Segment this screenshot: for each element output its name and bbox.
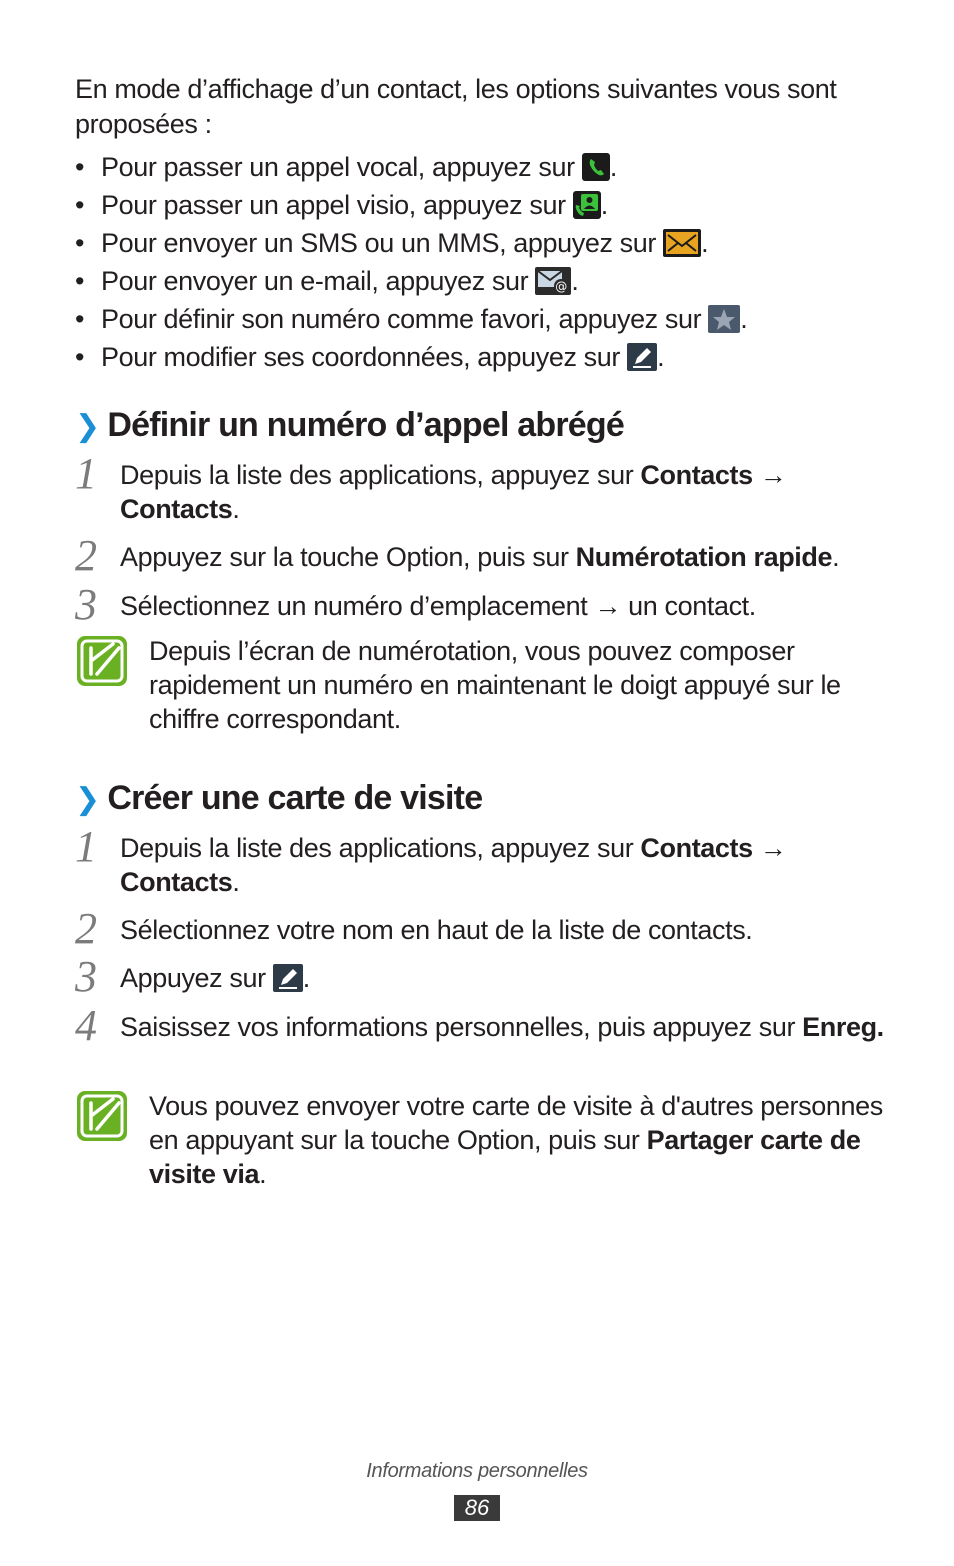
step-item [75, 1001, 895, 1050]
note-text-bold: Partager carte de visite via [149, 1125, 861, 1189]
step-text-bold: Contacts [640, 460, 753, 490]
section-title: Créer une carte de visite [107, 779, 483, 817]
note-text [149, 1089, 895, 1191]
message-icon [663, 229, 701, 257]
step-text-plain: Saisissez vos informations personnelles, puis appuyez sur [120, 1012, 803, 1042]
step-item [75, 952, 895, 1001]
step-text-plain: Depuis la liste des applications, appuyez sur [120, 460, 641, 490]
footer-section-title: Informations personnelles [366, 1460, 588, 1482]
intro-text: En mode d’affichage d’un contact, les options suivantes vous sont proposées : [75, 74, 837, 139]
step-number: 3 [75, 580, 97, 629]
step-number: 1 [75, 449, 97, 498]
note-text: Depuis l’écran de numérotation, vous pouvez composer rapidement un numéro en maintenant le doigt appuyé sur le chiffre correspondant. [149, 636, 841, 734]
bullet-text: Pour modifier ses coordonnées, appuyez sur [101, 342, 620, 372]
svg-text:@: @ [555, 279, 568, 294]
list-item [75, 148, 915, 186]
video-call-icon [573, 191, 601, 219]
period: . [571, 266, 579, 296]
bullet-text: Pour passer un appel vocal, appuyez sur [101, 152, 575, 182]
bullet: • [75, 152, 85, 182]
step-text-bold: Numérotation rapide [575, 542, 833, 572]
bullet-text: Pour envoyer un SMS ou un MMS, appuyez sur [101, 228, 656, 258]
note-box [75, 634, 895, 736]
step-text-plain: Depuis la liste des applications, appuyez sur [120, 833, 641, 863]
step-arrow: → [752, 833, 787, 863]
step-text: Sélectionnez un numéro d’emplacement → un contact. [120, 591, 756, 621]
step-text [120, 540, 895, 574]
edit-icon [273, 964, 303, 992]
section-title: Définir un numéro d’appel abrégé [107, 406, 624, 444]
step-arrow: → [752, 460, 787, 490]
period: . [740, 304, 748, 334]
section-heading-business-card [75, 778, 482, 820]
section-heading-speed-dial [75, 405, 624, 447]
chevron-right-icon: ❯ [75, 783, 100, 816]
note-text-plain: Vous pouvez envoyer votre carte de visite à d'autres personnes en appuyant sur la touche Option, puis sur [149, 1091, 883, 1155]
contact-options-list [75, 148, 915, 376]
period: . [600, 190, 608, 220]
period: . [609, 152, 617, 182]
period: . [701, 228, 709, 258]
note-icon [75, 634, 129, 688]
step-item [75, 449, 895, 526]
step-text [120, 831, 895, 899]
step-period: . [832, 542, 840, 572]
step-text-bold: Enreg. [802, 1012, 884, 1042]
chevron-right-icon: ❯ [75, 410, 100, 443]
step-number: 2 [75, 531, 97, 580]
list-item [75, 338, 915, 376]
step-text [120, 1010, 895, 1044]
step-text [120, 961, 895, 995]
step-number: 3 [75, 952, 97, 1001]
period: . [657, 342, 665, 372]
bullet: • [75, 342, 85, 372]
list-item [75, 186, 915, 224]
step-text-plain: Appuyez sur la touche Option, puis sur [120, 542, 576, 572]
step-text-bold: Contacts [120, 867, 233, 897]
page-number: 86 [454, 1495, 500, 1521]
star-icon [708, 305, 740, 333]
note-box [75, 1089, 895, 1191]
step-number: 1 [75, 822, 97, 871]
step-item [75, 822, 895, 899]
step-period: . [232, 867, 240, 897]
note-icon [75, 1089, 129, 1143]
edit-icon [627, 343, 657, 371]
step-text-plain: Appuyez sur [120, 963, 273, 993]
list-item [75, 262, 915, 300]
step-item [75, 904, 895, 953]
note-period: . [259, 1159, 267, 1189]
step-period: . [302, 963, 310, 993]
email-icon [535, 267, 571, 295]
step-text-bold: Contacts [120, 494, 233, 524]
step-text-bold: Contacts [640, 833, 753, 863]
bullet: • [75, 190, 85, 220]
step-item [75, 531, 895, 580]
bullet: • [75, 304, 85, 334]
step-text: Sélectionnez votre nom en haut de la liste de contacts. [120, 915, 753, 945]
list-item [75, 300, 915, 338]
bullet: • [75, 228, 85, 258]
step-text [120, 458, 895, 526]
bullet-text: Pour passer un appel visio, appuyez sur [101, 190, 566, 220]
bullet-text: Pour définir son numéro comme favori, appuyez sur [101, 304, 702, 334]
phone-call-icon [582, 153, 610, 181]
list-item [75, 224, 915, 262]
bullet-text: Pour envoyer un e-mail, appuyez sur [101, 266, 529, 296]
step-number: 2 [75, 904, 97, 953]
step-period: . [232, 494, 240, 524]
step-item [75, 580, 895, 629]
step-number: 4 [75, 1001, 97, 1050]
bullet: • [75, 266, 85, 296]
